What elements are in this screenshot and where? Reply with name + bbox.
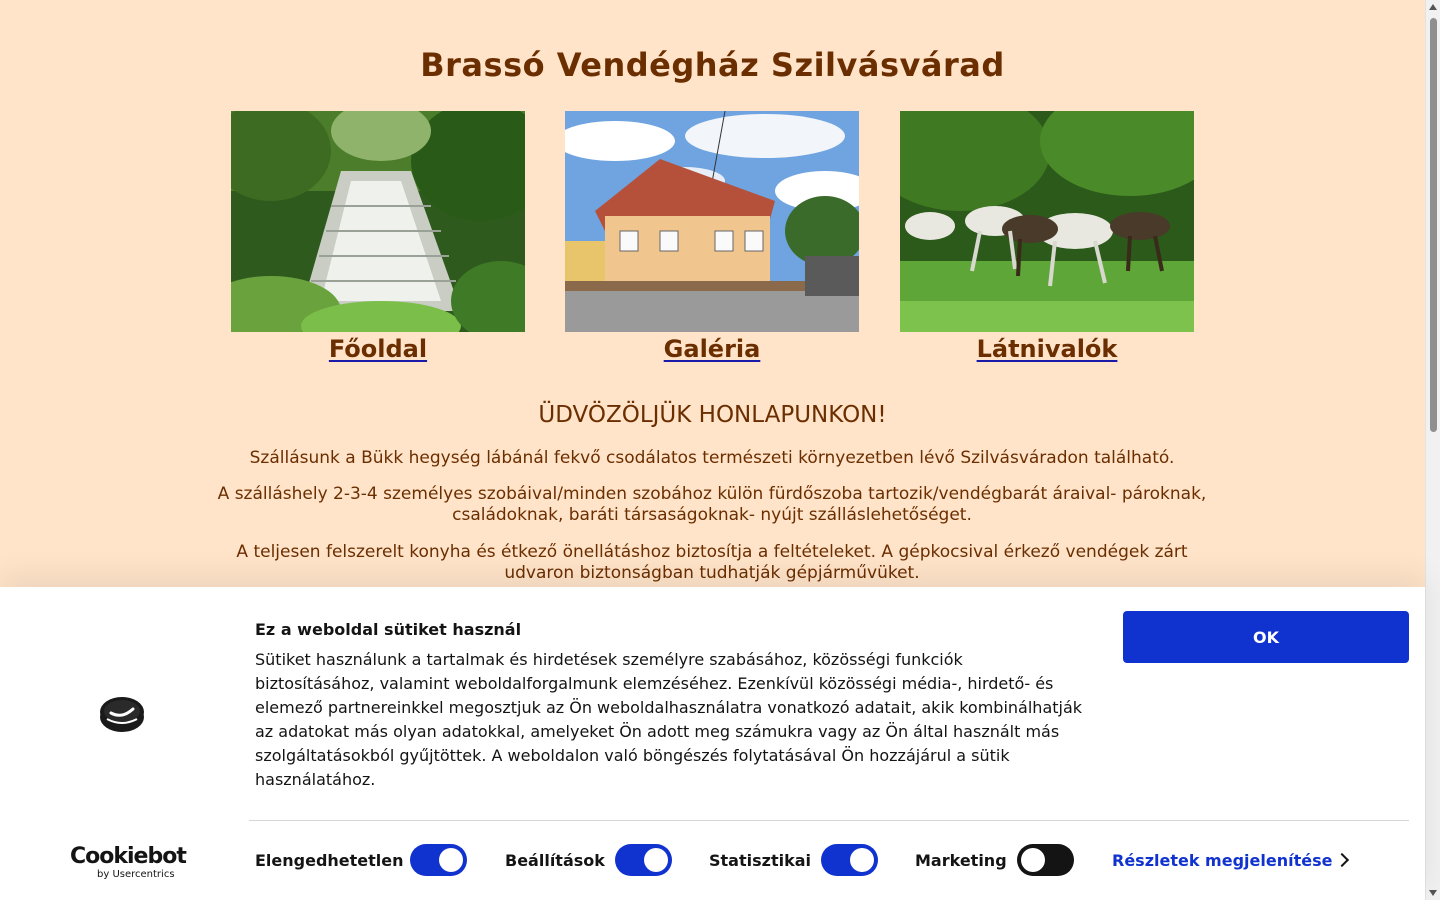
horses-photo[interactable] xyxy=(900,111,1194,332)
scroll-down-icon[interactable] xyxy=(1429,890,1437,896)
show-details-link[interactable]: Részletek megjelenítése xyxy=(1112,851,1333,870)
toggle-knob xyxy=(850,848,874,872)
cookiebot-brand xyxy=(70,844,186,880)
nav-card-gallery xyxy=(565,111,859,364)
toggle-label-marketing: Marketing xyxy=(915,851,1007,870)
guesthouse-photo[interactable] xyxy=(565,111,859,332)
toggle-label-necessary: Elengedhetetlen xyxy=(255,851,404,870)
page-scrollbar[interactable] xyxy=(1425,0,1440,900)
cookie-ok-button[interactable]: OK xyxy=(1123,611,1409,663)
toggle-knob xyxy=(1021,848,1045,872)
cookiebot-brand-sub: by Usercentrics xyxy=(97,869,175,880)
cookie-divider xyxy=(249,820,1409,821)
cookiebot-logo-icon xyxy=(99,695,145,733)
intro-paragraph-3: A teljesen felszerelt konyha és étkező önellátáshoz biztosítja a feltételeket. A gépkocsival érkező vendégek zárt udvaron biztonságban tudhatják gépjárművüket. xyxy=(236,542,1188,583)
cookiebot-brand-name: Cookiebot xyxy=(70,844,186,869)
scroll-thumb[interactable] xyxy=(1430,18,1437,432)
toggle-label-statistics: Statisztikai xyxy=(709,851,811,870)
nav-link-gallery[interactable]: Galéria xyxy=(663,335,761,363)
cookie-banner xyxy=(0,587,1425,900)
toggle-statistics[interactable] xyxy=(821,844,878,876)
site-title: Brassó Vendégház Szilvásvárad xyxy=(420,46,1005,84)
cookie-text: Sütiket használunk a tartalmak és hirdetések személyre szabásához, közösségi funkciók biztosításához, valamint weboldalforgalmunk elemzéséhez. Ezenkívül közösségi média-, hirdető- és elemező partnereinkkel megosztjuk az Ön weboldalhasználatra vonatkozó adatait, akik kombinálhatják az adatokat más olyan adatokkal, amelyeket Ön adott meg számukra vagy az Ön által használt más szolgáltatásokból gyűjtöttek. A weboldalon való böngészés folytatásával Ön hozzájárul a sütik használatához. xyxy=(255,650,1083,789)
chevron-right-icon[interactable] xyxy=(1335,853,1349,867)
nav-card-sights xyxy=(900,111,1194,364)
intro-paragraph-1: Szállásunk a Bükk hegység lábánál fekvő csodálatos természeti környezetben lévő Szilvásváradon található. xyxy=(249,448,1175,468)
toggle-knob xyxy=(439,848,463,872)
waterfall-photo[interactable] xyxy=(231,111,525,332)
toggle-label-preferences: Beállítások xyxy=(505,851,605,870)
nav-link-home[interactable]: Főoldal xyxy=(328,335,428,363)
nav-card-home xyxy=(231,111,525,364)
nav-link-sights[interactable]: Látnivalók xyxy=(976,335,1118,363)
toggle-necessary[interactable] xyxy=(410,844,467,876)
toggle-knob xyxy=(644,848,668,872)
welcome-heading: ÜDVÖZÖLJÜK HONLAPUNKON! xyxy=(538,402,887,428)
intro-paragraph-2: A szálláshely 2-3-4 személyes szobáival/minden szobához külön fürdőszoba tartozik/vendégbarát áraival- pároknak, családoknak, baráti társaságoknak- nyújt szálláslehetőséget. xyxy=(217,484,1207,525)
scroll-up-icon[interactable] xyxy=(1429,4,1437,10)
toggle-preferences[interactable] xyxy=(615,844,672,876)
cookie-title: Ez a weboldal sütiket használ xyxy=(255,620,522,639)
toggle-marketing[interactable] xyxy=(1017,844,1074,876)
